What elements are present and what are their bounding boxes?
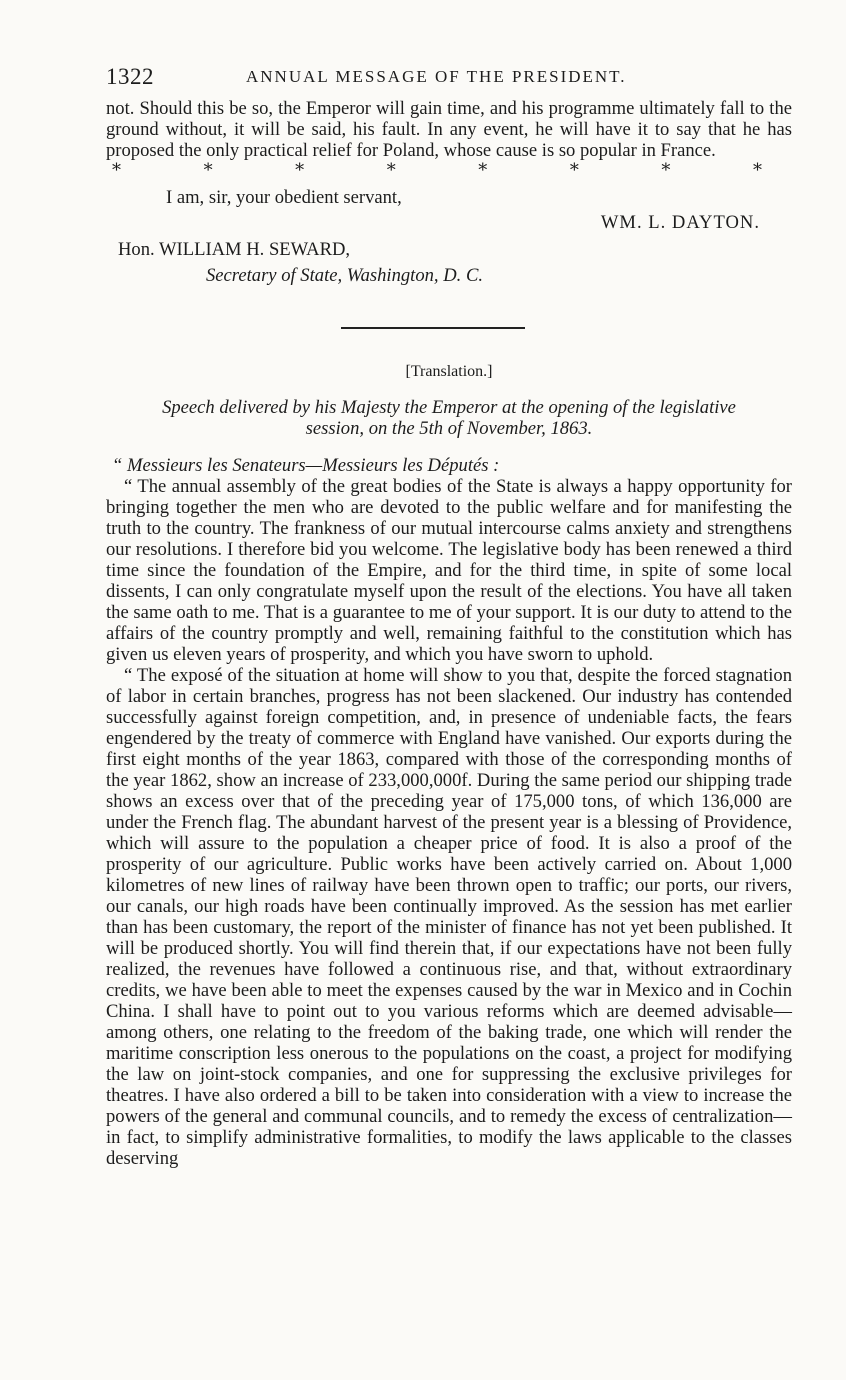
speech-paragraph: “ The exposé of the situation at home will show to you that, despite the forced stagnation of labor in certain branches, progress has not been slackened. Our industry has contended successfully against foreign competition, and, in presence of undeniable facts, the fears engendered by the treaty of commerce with England have vanished. Our exports during the first eight months of the year 1863, compared with those of the corresponding months of the year 1862, show an increase of 233,000,000f. During the same period our shipping trade shows an excess over that of the preceding year of 175,000 tons, of which 136,000 are under the French flag. The abundant harvest of the present year is a blessing of Providence, which will assure to the population a cheaper price of food. It is also a proof of the prosperity of our agriculture. Public works have been actively carried on. About 1,000 kilometres of new lines of railway have been thrown open to traffic; our ports, our rivers, our canals, our high roads have been continually improved. As the session has met earlier than has been customary, the report of the minister of finance has not yet been published. It will be produced shortly. You will find therein that, if our expectations have not been fully realized, the revenues have followed a continuous rise, and that, without extraordinary credits, we have been able to meet the expenses caused by the war in Mexico and in Cochin China. I shall have to point out to you various reforms which are deemed advisable—among others, one relating to the freedom of the baking trade, one which will render the maritime conscription less onerous to the populations on the coast, a project for modifying the law on joint-stock companies, and one for suppressing the exclusive privileges for theatres. I have also ordered a bill to be taken into consideration with a view to increase the powers of the general and communal councils, and to remedy the excess of centralization—in fact, to simplify administrative formalities, to modify the laws applicable to the classes deserving — [106, 665, 792, 1169]
addressee-name: Hon. WILLIAM H. SEWARD, — [118, 239, 351, 260]
letter-signer: WM. L. DAYTON. — [600, 212, 760, 233]
speech-title-line: Speech delivered by his Majesty the Emperor at the opening of the legislative — [162, 397, 736, 418]
speech-salutation: “ Messieurs les Senateurs—Messieurs les Députés : — [112, 455, 500, 476]
star-mark: * — [661, 160, 671, 181]
translation-label: [Translation.] — [405, 363, 493, 380]
letter-end — [106, 98, 792, 161]
speech-body — [106, 476, 792, 1169]
signature-block — [106, 181, 792, 237]
star-mark: * — [478, 160, 488, 181]
addressee-title: Secretary of State, Washington, D. C. — [206, 265, 483, 286]
speech-title — [106, 397, 792, 439]
star-mark: * — [752, 160, 762, 181]
section-divider — [341, 327, 525, 329]
page-header — [106, 64, 792, 98]
letter-continuation-paragraph: not. Should this be so, the Emperor will gain time, and his programme ultimately fall to the ground without, it will be said, his fault. In any event, he will have it to say that he has proposed the only practical relief for Poland, whose cause is so popular in France. — [106, 98, 792, 161]
document-page — [106, 64, 792, 1169]
addressee-block — [106, 237, 792, 289]
speech-title-line: session, on the 5th of November, 1863. — [305, 418, 593, 439]
star-mark: * — [569, 160, 579, 181]
page-number: 1322 — [106, 64, 154, 89]
star-mark: * — [203, 160, 213, 181]
speech-paragraph: “ The annual assembly of the great bodies of the State is always a happy opportunity for bringing together the men who are devoted to the public welfare and for manifesting the truth to the country. The frankness of our mutual intercourse calms anxiety and strengthens our resolutions. I therefore bid you welcome. The legislative body has been renewed a third time since the foundation of the Empire, and for the third time, in spite of some local dissents, I can only congratulate myself upon the result of the elections. You have all taken the same oath to me. That is a guarantee to me of your support. It is our duty to attend to the affairs of the country promptly and well, remaining faithful to the constitution which has given us eleven years of prosperity, and which you have sworn to uphold. — [106, 476, 792, 665]
letter-closing: I am, sir, your obedient servant, — [166, 187, 402, 208]
ellipsis-stars — [106, 161, 792, 181]
running-head: ANNUAL MESSAGE OF THE PRESIDENT. — [246, 67, 627, 86]
star-mark: * — [386, 160, 396, 181]
star-mark: * — [295, 160, 305, 181]
star-mark: * — [112, 160, 121, 181]
